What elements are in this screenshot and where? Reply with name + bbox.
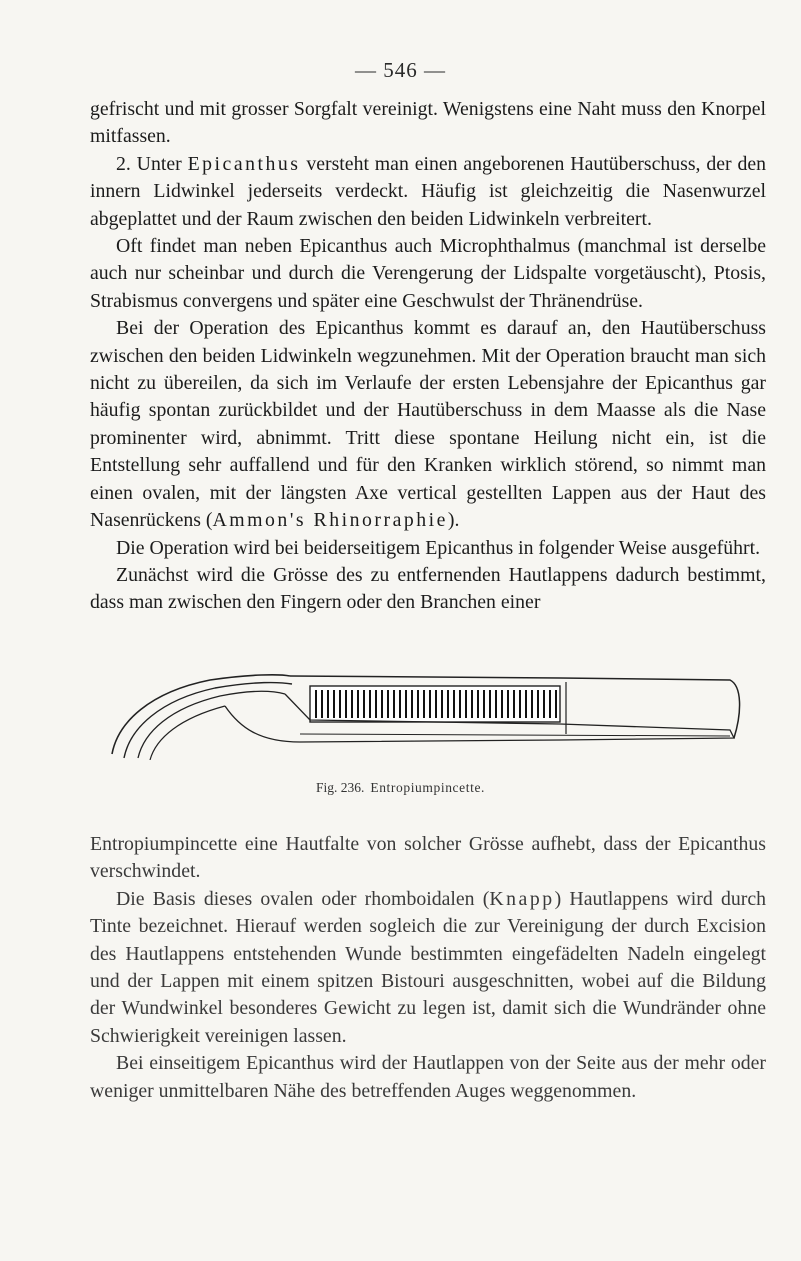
paragraph: Entropiumpincette eine Hautfalte von solcher Grösse aufhebt, dass der Epicanthus verschwindet. — [90, 833, 766, 883]
paragraph: Die Operation wird bei beiderseitigem Epicanthus in folgender Weise ausgeführt. — [116, 536, 761, 559]
paragraph: Die Basis dieses ovalen oder rhomboidalen (Knapp) Hautlappens wird durch Tinte bezeichnet. Hierauf werden sogleich die zur Vereinigung der durch Excision des Hautlappens entstehenden Wunde bestimmten eingefädelten Nadeln eingelegt und der Lappen mit einem spitzen Bistouri ausgeschnitten, wobei auf die Bildung der Wundwinkel besonderes Gewicht zu legen ist, damit sich die Wundränder ohne Schwierigkeit vereinigen lassen. — [90, 887, 766, 1047]
figure-caption — [0, 780, 801, 796]
spaced-term: Epicanthus — [187, 152, 301, 175]
text-block-bottom — [90, 831, 766, 1105]
paragraph: Bei der Operation des Epicanthus kommt es darauf an, den Hautüberschuss zwischen den beiden Lidwinkeln wegzunehmen. Mit der Operation braucht man sich nicht zu übereilen, da sich im Verlaufe der ersten Lebensjahre der Epicanthus gar häufig spontan zurückbildet und der Hautüberschuss in dem Maasse als die Nase prominenter wird, abnimmt. Tritt diese spontane Heilung nicht ein, ist die Entstellung sehr auffallend und für den Kranken wirklich störend, so nimmt man einen ovalen, mit der längsten Axe vertical gestellten Lappen aus der Haut des Nasenrückens (Ammon's Rhinorraphie). — [90, 317, 766, 532]
paragraph: gefrischt und mit grosser Sorgfalt vereinigt. Wenigstens eine Naht muss den Knorpel mitfassen. — [90, 98, 766, 148]
entropium-forceps-icon — [110, 672, 750, 760]
figure-title: Entropiumpincette. — [370, 780, 486, 795]
text-block-top — [90, 96, 766, 617]
paragraph: Bei einseitigem Epicanthus wird der Hautlappen von der Seite aus der mehr oder weniger unmittelbaren Nähe des betreffenden Auges weggenommen. — [90, 1052, 766, 1102]
spaced-term: Ammon's Rhinorraphie — [212, 509, 448, 532]
paragraph: 2. Unter Epicanthus versteht man einen angeborenen Hautüberschuss, der den innern Lidwinkel jederseits verdeckt. Häufig ist gleichzeitig die Nasenwurzel abgeplattet und der Raum zwischen den beiden Lidwinkeln verbreitert. — [90, 152, 767, 230]
figure-number: Fig. 236. — [315, 780, 365, 795]
spaced-term: Knapp — [489, 887, 555, 910]
page-number: — 546 — — [355, 58, 446, 82]
forceps-drawing — [110, 672, 750, 760]
paragraph: Oft findet man neben Epicanthus auch Microphthalmus (manchmal ist derselbe auch nur scheinbar und durch die Verengerung der Lidspalte vorgetäuscht), Ptosis, Strabismus convergens und später eine Geschwulst der Thränendrüse. — [90, 235, 766, 312]
paragraph: Zunächst wird die Grösse des zu entfernenden Hautlappens dadurch bestimmt, dass man zwischen den Fingern oder den Branchen einer — [90, 563, 766, 614]
